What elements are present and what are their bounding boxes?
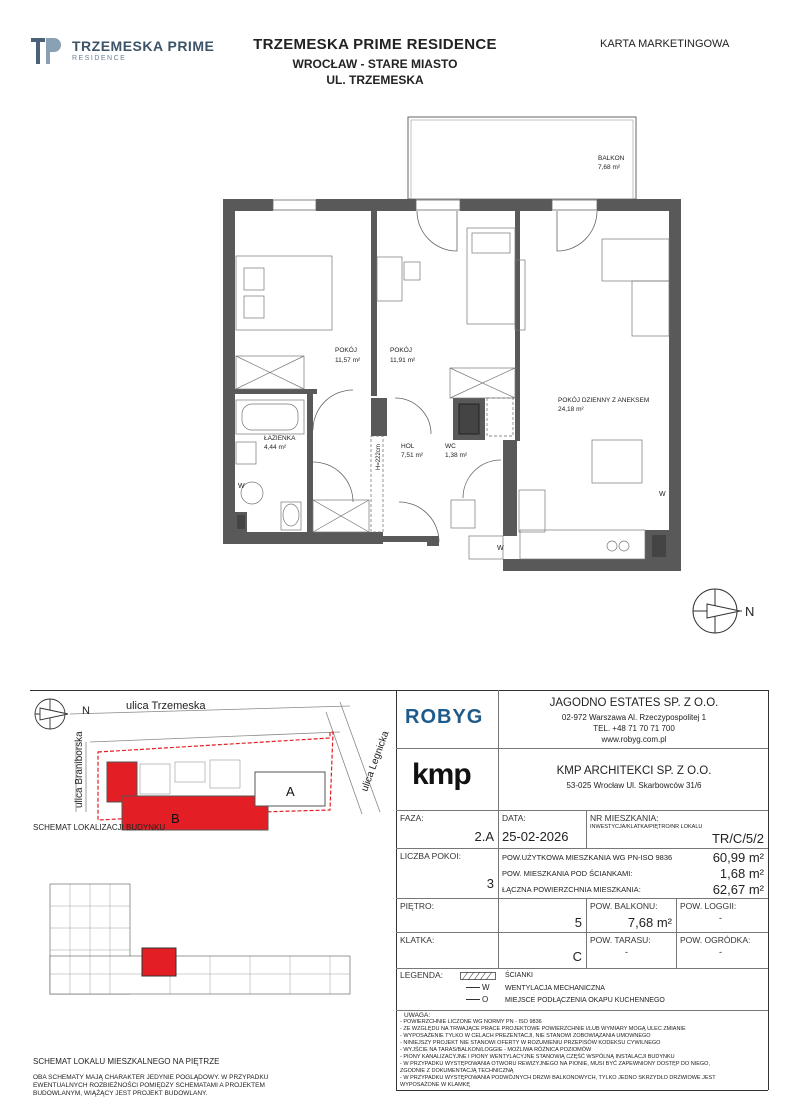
stair-label: KLATKA: [400,935,435,945]
company1-phone: TEL. +48 71 70 71 700 [593,724,675,733]
faza-label: FAZA: [400,813,424,823]
legend-hood: MIEJSCE PODŁĄCZENIA OKAPU KUCHENNEGO [505,997,665,1004]
area1-value: 60,99 m² [712,850,764,865]
rooms-value: 3 [486,876,494,891]
balcony-name: BALKON [598,155,625,162]
page-title: TRZEMESKA PRIME RESIDENCE [253,36,497,53]
rooms-label: LICZBA POKOI: [400,851,461,861]
terrace-value: - [625,947,628,957]
note-line: - W PRZYPADKU WYSTĘPOWANIA OTWORU REWIZYJNEGO NA PIONIE, MUSI BYĆ ZAPEWNIONY DOSTĘP DO NIEGO, [400,1061,710,1067]
building-a: A [286,784,295,799]
compass-icon [693,589,742,633]
note-line: - POWIERZCHNIE LICZONE WG NORMY PN - ISO 9836 [400,1019,542,1025]
area2-value: 1,68 m² [719,866,764,881]
site-compass-icon [35,699,68,729]
note-line: - PIONY KANALIZACYJNE I PIONY WENTYLACYJNE STANOWIĄ CZĘŚĆ WSPÓLNĄ INSTALACJI BUDYNKU [400,1054,675,1060]
hatch-icon [460,972,496,980]
data-label: DATA: [502,813,526,823]
disclaimer: OBA SCHEMATY MAJĄ CHARAKTER JEDYNIE POGLĄDOWY. W PRZYPADKU EWENTUALNYCH ROZBIEŻNOŚCI POMIĘDZY SCHEMATAMI A PROJEKTEM BUDOWLANYM, WIĄŻĄCY JEST PROJEKT BUDOWLANY. [33,1074,269,1097]
caption-floor: SCHEMAT LOKALU MIESZKALNEGO NA PIĘTRZE [33,1057,220,1066]
site-compass-n: N [82,705,90,717]
company2-address: 53-025 Wrocław Ul. Skarbowców 31/6 [566,781,702,790]
street-top: ulica Trzemeska [126,700,206,712]
hall-area: 7,51 m² [401,452,424,459]
site-plan [30,692,396,1042]
wc-area: 1,38 m² [445,452,468,459]
vent-icon [466,981,480,988]
note-line: - WYJŚCIE NA TARAS/BALKON/LOGGIE - MOŻLIWA RÓŻNICA POZIOMÓW [400,1047,592,1053]
note-line: - W PRZYPADKU WYSTĘPOWANIA PODWÓJNYCH DRZWI BALKONOWYCH, TYLKO JEDNO SKRZYDŁO DRZWIOWE JEST [400,1075,716,1081]
notes-title: UWAGA: [404,1012,431,1019]
note-line: - NINIEJSZY PROJEKT NIE STANOWI OFERTY W ROZUMIENIU PRZEPISÓW KODEKSU CYWILNEGO [400,1040,661,1046]
wc-name: WC [445,443,456,450]
height-note: H=222cm [376,444,382,470]
balcony-label: POW. BALKONU: [590,901,658,911]
compass-n: N [745,604,755,619]
bathroom-name: ŁAZIENKA [264,435,296,442]
kmp-logo: kmp [412,758,471,791]
nr-value: TR/C/5/2 [711,831,764,846]
floor-value: 5 [574,915,582,930]
hood-icon [466,993,480,1000]
caption-location: SCHEMAT LOKALIZACJI BUDYNKU [33,823,166,832]
living-area: 24,18 m² [558,406,584,413]
interior-walls [235,211,669,560]
loggia-value: - [719,913,722,923]
area3-value: 62,67 m² [712,882,764,897]
area3-label: ŁĄCZNA POWIERZCHNIA MIESZKANIA: [502,885,641,894]
garden-label: POW. OGRÓDKA: [680,935,751,945]
note-line: - WYPOSAŻENIE TYLKO W CELACH PREZENTACJI, NIE STANOWI ZOBOWIĄZANIA UMOWNEGO [400,1033,651,1039]
notes-list [400,1019,762,1089]
nr-sub: INWESTYCJA/KLATKA/PIĘTRO/NR LOKALU [590,824,703,830]
legend-walls: ŚCIANKI [505,972,534,979]
hall-name: HOL [401,443,415,450]
city-line: WROCŁAW - STARE MIASTO [292,57,458,71]
vent-mark-3: W [497,545,504,552]
street-line: UL. TRZEMESKA [326,73,424,87]
room2-name: POKÓJ [390,347,413,354]
note-line: ZGODNIE Z DOKUMENTACJĄ TECHNICZNĄ [400,1068,514,1074]
area1-label: POW.UŻYTKOWA MIESZKANIA WG PN-ISO 9836 [502,853,673,862]
company1-web: www.robyg.com.pl [601,735,667,744]
living-name: POKÓJ DZIENNY Z ANEKSEM [558,397,650,404]
room1-name: POKÓJ [335,347,358,354]
outer-walls [223,199,681,571]
room2-area: 11,91 m² [390,357,416,364]
company1-address: 02-972 Warszawa Al. Rzeczypospolitej 1 [561,713,707,722]
card-type: KARTA MARKETINGOWA [600,38,730,50]
garden-value: - [719,947,722,957]
company1-name: JAGODNO ESTATES SP. Z O.O. [549,697,719,709]
nr-label: NR MIESZKANIA: [590,813,659,823]
legend-hood-sym: O [482,995,489,1004]
legend-vent: WENTYLACJA MECHANICZNA [505,985,605,992]
balcony-value: 7,68 m² [627,915,672,930]
note-line: - ZE WZGLĘDU NA TRWAJĄCE PRACE PROJEKTOWE POWIERZCHNIE I/LUB WYMIARY MOGĄ ULEC ZMIANIE [400,1026,686,1032]
data-value: 25-02-2026 [502,829,569,844]
balcony-area: 7,68 m² [598,164,621,171]
stair-value: C [572,949,582,964]
terrace-label: POW. TARASU: [590,935,651,945]
legend-vent-sym: W [482,983,490,992]
street-left: ulica Braniborska [74,731,85,808]
room1-area: 11,57 m² [335,357,361,364]
note-line: WYPOSAŻONE W KLAMKĘ [400,1082,470,1088]
loggia-label: POW. LOGGII: [680,901,737,911]
company2-name: KMP ARCHITEKCI SP. Z O.O. [556,765,712,777]
floor-label: PIĘTRO: [400,901,435,911]
logo-sub: RESIDENCE [72,55,127,62]
faza-value: 2.A [474,829,494,844]
legend-title: LEGENDA: [400,970,443,980]
vent-mark-1: W [659,491,666,498]
area2-label: POW. MIESZKANIA POD ŚCIANKAMI: [502,869,633,878]
street-right: ulica Legnicka [359,729,392,794]
building-b: B [171,811,180,826]
vent-mark-2: W [238,483,245,490]
robyg-logo: ROBYG [405,706,484,728]
logo-brand: TRZEMESKA PRIME [72,38,215,54]
bathroom-area: 4,44 m² [264,444,287,451]
